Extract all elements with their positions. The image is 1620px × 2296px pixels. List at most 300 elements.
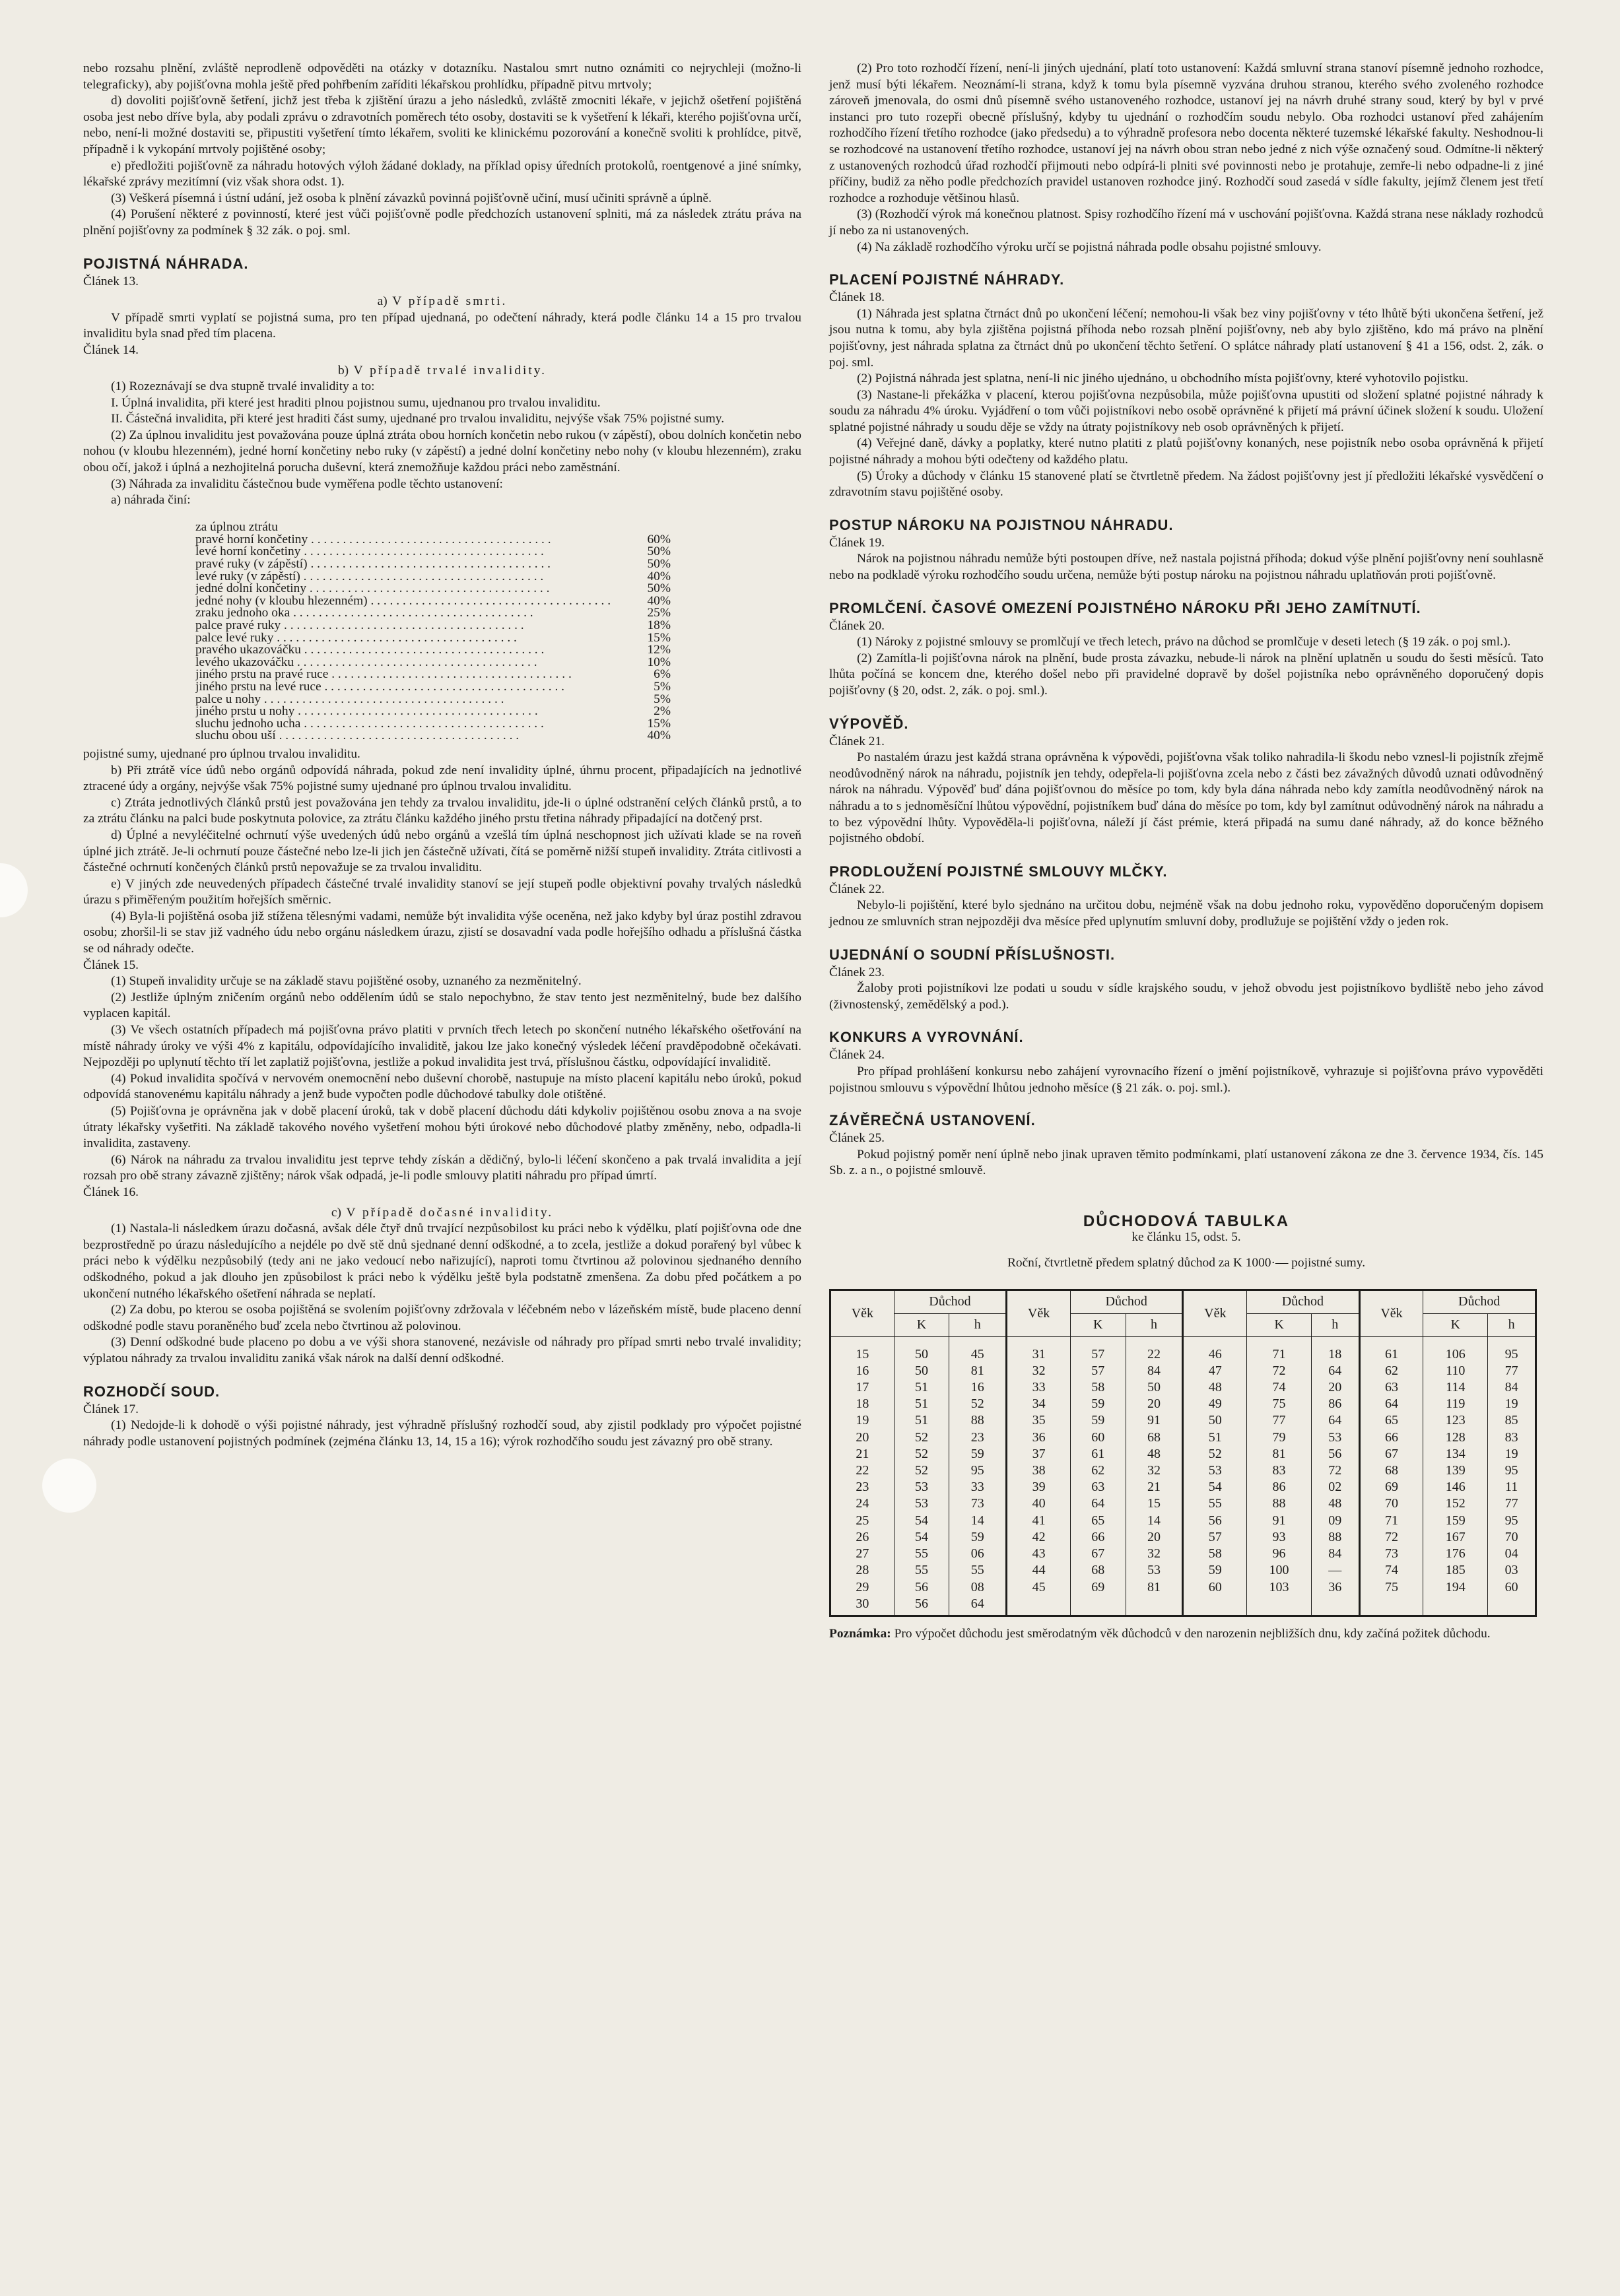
crown-cell: 51 — [894, 1412, 949, 1429]
paragraph: (4) Byla-li pojištěná osoba již stížena tělesnými vadami, nemůže být invalidita výše oceněna, než jako kdyby byl úraz postihl zdravou osobu; zhoršil-li se stav již vadného údu nebo orgánu následkem úrazu, zjistí se dosavadní vada podle hořejšího odhadu a příslušná částka se od náhrady odečte. — [83, 909, 801, 956]
section-heading: VÝPOVĚĎ. — [829, 715, 909, 732]
heller-cell: 91 — [1126, 1412, 1183, 1429]
heller-cell: 09 — [1311, 1513, 1359, 1529]
crown-cell — [1070, 1596, 1126, 1616]
heller-cell: 32 — [1126, 1546, 1183, 1562]
rate-percent: 40% — [647, 569, 671, 583]
heller-cell: 48 — [1126, 1446, 1183, 1462]
age-cell: 45 — [1007, 1579, 1071, 1596]
crown-cell: 79 — [1247, 1429, 1312, 1446]
heller-cell: 84 — [1488, 1379, 1536, 1396]
heller-cell: 52 — [949, 1396, 1007, 1412]
crown-cell: 81 — [1247, 1446, 1312, 1462]
paragraph: (3) Ve všech ostatních případech má pojišťovna právo platiti v prvních třech letech po skončení nutného lékařského ošetřování na místě náhrady úroky ve výši 4% z kapitálu, odpovídajícího invaliditě, jakou lze jako konečný výsledek léčení pravděpodobně očekávati. Nejpozději po uplynutí těchto tří let zaplatiž pojišťovna, jestliže a pokud invalidita jest trvá, příslušnou částku, odpovídající invaliditě. — [83, 1023, 801, 1070]
age-cell: 26 — [830, 1529, 894, 1546]
right-column — [829, 61, 1543, 1643]
rate-row — [195, 571, 671, 583]
annuity-header: Důchod — [894, 1290, 1007, 1313]
table-row — [830, 1495, 1536, 1512]
paragraph: (6) Nárok na náhradu za trvalou invaliditu jest teprve tehdy získán a dědičný, bylo-li léčení skončeno a pak trvalá invalidita a její rozsah pro obě strany závazně zjištěny; nárok však odpadá, je-li podle smlouvy platiti náhradu pro případ úmrtí. — [83, 1152, 801, 1183]
rate-row — [195, 730, 671, 742]
rate-label: levé horní končetiny . . . — [195, 546, 611, 558]
crown-cell: 159 — [1423, 1513, 1488, 1529]
paragraph: d) dovoliti pojišťovně šetření, jichž jest třeba k zjištění úrazu a jeho následků, zvláště zmocniti lékaře, v jejichž ošetření pojištěná osoba jest nebo dříve byla, aby podali zprávu o zdravotních poměrech této osoby, dostaviti se k vyšetření k lékaři, kterého pojišťovna určí, nebo, není-li možné dostaviti se, připustiti vyšetření tímto lékařem, svoliti ke klinickému pozorování a konečně svoliti k prohlídce, pitvě, případně i k vykopání mrtvoly pojištěné osoby; — [83, 94, 801, 156]
paragraph: Pokud pojistný poměr není úplně nebo jinak upraven těmito podmínkami, platí ustanovení zákona ze dne 3. července 1934, čís. 145 Sb. z. a n., o pojistné smlouvě. — [829, 1147, 1543, 1178]
article-number: Článek 25. — [829, 1131, 885, 1146]
paragraph: (1) Stupeň invalidity určuje se na základě stavu pojištěné osoby, uznaného za nezměnitelný. — [111, 974, 582, 989]
heller-cell: 48 — [1311, 1495, 1359, 1512]
section-heading: PLACENÍ POJISTNÉ NÁHRADY. — [829, 271, 1065, 288]
crown-cell: 185 — [1423, 1562, 1488, 1579]
section-heading: PROMLČENÍ. ČASOVÉ OMEZENÍ POJISTNÉHO NÁROKU PŘI JEHO ZAMÍTNUTÍ. — [829, 599, 1421, 616]
heller-cell — [1488, 1596, 1536, 1616]
age-cell: 59 — [1183, 1562, 1247, 1579]
paragraph: (1) Nastala-li následkem úrazu dočasná, avšak déle čtyř dnů trvající nezpůsobilost ku práci nebo k výdělku, platí pojišťovna ode dne bezprostředně po úrazu následujícího a nejdéle po dvě stě dnů sjednané denní odškodné, a to zcela, jestliže a dokud porařený byl vůbec k práci nebo k výdělku nezpůsobilý (tedy ani ne jako vedoucí nebo nařizující), naproti tomu čtvrtinou až polovinou sjednaného denního odškodného, pokud a jak dlouho jen způsobilost k práci nebo k výdělku ještě byla podstatně zmenšena. Za dobu před počátkem a po ukončení nutného lékařského ošetření náhrada se neplatí. — [83, 1222, 801, 1301]
crown-cell: 65 — [1070, 1513, 1126, 1529]
age-cell: 40 — [1007, 1495, 1071, 1512]
heller-cell: 95 — [1488, 1513, 1536, 1529]
heller-cell: 60 — [1488, 1579, 1536, 1596]
paragraph: pojistné sumy, ujednané pro úplnou trvalou invaliditu. — [83, 746, 360, 761]
age-cell: 30 — [830, 1596, 894, 1616]
crown-cell: 54 — [894, 1513, 949, 1529]
rate-percent: 15% — [647, 630, 671, 645]
age-cell: 69 — [1359, 1479, 1423, 1495]
age-cell: 44 — [1007, 1562, 1071, 1579]
heller-cell: 36 — [1311, 1579, 1359, 1596]
age-cell: 66 — [1359, 1429, 1423, 1446]
age-cell: 35 — [1007, 1412, 1071, 1429]
heller-cell: 86 — [1311, 1396, 1359, 1412]
age-cell: 42 — [1007, 1529, 1071, 1546]
age-cell: 71 — [1359, 1513, 1423, 1529]
heller-cell: 53 — [1311, 1429, 1359, 1446]
heller-header: h — [949, 1313, 1007, 1336]
table-row — [830, 1336, 1536, 1363]
section-heading: ROZHODČÍ SOUD. — [83, 1383, 220, 1400]
rate-label: palce levé ruky . . . — [195, 632, 611, 645]
heller-cell: 33 — [949, 1479, 1007, 1495]
annuity-table — [829, 1289, 1537, 1617]
crown-cell: 167 — [1423, 1529, 1488, 1546]
rate-row — [195, 595, 671, 608]
age-cell: 28 — [830, 1562, 894, 1579]
heller-cell: 18 — [1311, 1336, 1359, 1363]
rate-label: pravé horní končetiny . . . — [195, 534, 611, 546]
heller-cell — [1311, 1596, 1359, 1616]
crown-cell: 72 — [1247, 1363, 1312, 1379]
paragraph: Žaloby proti pojistníkovi lze podati u soudu v sídle krajského soudu, v jehož obvodu jest pojistníkovo bydliště nebo jeho závod (živnostenský, zemědělský a pod.). — [829, 981, 1543, 1012]
crown-cell: 56 — [894, 1596, 949, 1616]
crown-cell: 74 — [1247, 1379, 1312, 1396]
crown-cell: 96 — [1247, 1546, 1312, 1562]
paragraph: b) Při ztrátě více údů nebo orgánů odpovídá náhrada, pokud zde není invalidity úplné, úhrnu procent, připadajících na jednotlivé ztracené údy a orgány, nejvýše však 75% pojistné sumy ujednané pro úplnou trvalou invaliditu. — [83, 763, 801, 794]
article-number: Článek 23. — [829, 965, 885, 979]
heller-cell: 72 — [1311, 1462, 1359, 1479]
rate-label: palce pravé ruky . . . — [195, 620, 611, 632]
age-cell: 70 — [1359, 1495, 1423, 1512]
age-cell: 52 — [1183, 1446, 1247, 1462]
paragraph: (1) Nedojde-li k dohodě o výši pojistné náhrady, jest výhradně příslušný rozhodčí soud, aby zjistil podklady pro výpočet pojistné náhrady podle ustanovení pojistných podmínek (zejména článku 13, 14, 15 a 16); výrok rozhodčího soudu jest závazný pro obě strany. — [83, 1418, 801, 1449]
rate-label: sluchu jednoho ucha . . . — [195, 718, 611, 731]
crown-cell: 69 — [1070, 1579, 1126, 1596]
heller-cell: 77 — [1488, 1363, 1536, 1379]
section-heading: ZÁVĚREČNÁ USTANOVENÍ. — [829, 1112, 1036, 1129]
heller-cell: 21 — [1126, 1479, 1183, 1495]
paragraph: (3) Náhrada za invaliditu částečnou bude vyměřena podle těchto ustanovení: — [111, 476, 503, 491]
article-number: Článek 24. — [829, 1048, 885, 1063]
rate-row — [195, 681, 671, 694]
paragraph: (2) Za dobu, po kterou se osoba pojištěná se svolením pojišťovny zdržovala v léčebném nebo v lázeňském místě, bude placeno denní odškodné podle stavu poraněného buď zcela nebo čtvrtinou až polovinou. — [83, 1303, 801, 1333]
paragraph: Po nastalém úrazu jest každá strana oprávněna k výpovědi, pojišťovna však toliko nahradila-li škodu nebo vznesl-li pojistník zřejmě neodůvodněný nárok na náhradu, pojistník jen tehdy, odepřela-li pojišťovna zcela nebo z části bez závažných důvodů uznati odůvodněný nárok na náhradu. Výpověď buď dána pojišťovnou do měsíce po tom, kdy byla dána náhrada nebo kdy zamítla neodůvodněný nárok na náhradu a to s jednoměsíční lhůtou výpovědní, pojistníkem buď dána do měsíce po tom, kdy byl zamítnut odůvodněný nárok na náhradu a to bez výpovědní lhůty. Vypověděla-li pojišťovna, náleží jí část prémie, která připadá na sumu dané náhrady, až do konce běžného pojistného období. — [829, 750, 1543, 846]
table-row — [830, 1446, 1536, 1462]
age-cell: 50 — [1183, 1412, 1247, 1429]
paragraph: (2) Jestliže úplným zničením orgánů nebo oddělením údů se stalo nepochybno, že stav tento jest nezměnitelný, bude bez dalšího vyplacen kapitál. — [83, 990, 801, 1021]
paragraph: Pro případ prohlášení konkursu nebo zahájení vyrovnacího řízení o jmění pojistníkově, vyhrazuje si pojišťovna právo vypověděti pojistnou smlouvu s výpovědní lhůtou jednoho měsíce (§ 21 zák. o. poj. sml.). — [829, 1064, 1543, 1095]
crown-cell: 52 — [894, 1462, 949, 1479]
rate-label: palce u nohy . . . — [195, 694, 611, 706]
age-cell: 33 — [1007, 1379, 1071, 1396]
heller-cell — [1126, 1596, 1183, 1616]
crown-cell: 128 — [1423, 1429, 1488, 1446]
rate-percent: 50% — [647, 581, 671, 596]
paragraph: (3) Denní odškodné bude placeno po dobu a ve výši shora stanovené, nezávisle od náhrady pro případ smrti nebo trvalé invalidity; výplatou náhrady za trvalou invaliditu zaniká však nárok na další denní odškodné. — [83, 1335, 801, 1365]
annuity-table-title: DŮCHODOVÁ TABULKA — [1083, 1212, 1290, 1230]
crown-cell: 86 — [1247, 1479, 1312, 1495]
heller-cell: 23 — [949, 1429, 1007, 1446]
punch-hole — [0, 863, 28, 917]
heller-cell: 32 — [1126, 1462, 1183, 1479]
age-cell: 54 — [1183, 1479, 1247, 1495]
heller-cell: 56 — [1311, 1446, 1359, 1462]
section-heading: POJISTNÁ NÁHRADA. — [83, 255, 249, 272]
rate-percent: 50% — [647, 544, 671, 559]
age-cell: 64 — [1359, 1396, 1423, 1412]
age-cell: 31 — [1007, 1336, 1071, 1363]
heller-header: h — [1126, 1313, 1183, 1336]
rate-percent: 40% — [647, 593, 671, 608]
crown-cell: 52 — [894, 1446, 949, 1462]
heller-cell: 84 — [1126, 1363, 1183, 1379]
subsection-title: b) V případě trvalé invalidity. — [337, 363, 547, 377]
age-cell: 68 — [1359, 1462, 1423, 1479]
age-header: Věk — [830, 1290, 894, 1336]
crown-cell: 53 — [894, 1479, 949, 1495]
crown-cell: 53 — [894, 1495, 949, 1512]
rate-row — [195, 583, 671, 595]
age-cell: 25 — [830, 1513, 894, 1529]
age-cell: 36 — [1007, 1429, 1071, 1446]
age-cell: 57 — [1183, 1529, 1247, 1546]
age-header: Věk — [1007, 1290, 1071, 1336]
table-row — [830, 1429, 1536, 1446]
crown-cell: 91 — [1247, 1513, 1312, 1529]
crown-cell: 139 — [1423, 1462, 1488, 1479]
heller-header: h — [1488, 1313, 1536, 1336]
section-heading: KONKURS A VYROVNÁNÍ. — [829, 1029, 1024, 1046]
article-number: Článek 17. — [83, 1402, 139, 1416]
rate-label: jiného prstu u nohy . . . — [195, 705, 611, 718]
rate-row — [195, 669, 671, 681]
age-cell: 29 — [830, 1579, 894, 1596]
article-number: Článek 21. — [829, 734, 885, 748]
age-cell: 20 — [830, 1429, 894, 1446]
table-row — [830, 1479, 1536, 1495]
paragraph: Nebylo-li pojištění, které bylo sjednáno na určitou dobu, nejméně však na dobu jednoho roku, vypověděno doporučeným dopisem jednou ze smluvních stran nejpozději dva měsíce před uplynutím smluvní doby, prodlužuje se pojištění vždy o jeden rok. — [829, 898, 1543, 929]
heller-cell: 83 — [1488, 1429, 1536, 1446]
age-cell: 53 — [1183, 1462, 1247, 1479]
section-heading: UJEDNÁNÍ O SOUDNÍ PŘÍSLUŠNOSTI. — [829, 946, 1116, 963]
crown-cell: 64 — [1070, 1495, 1126, 1512]
paragraph: Nárok na pojistnou náhradu nemůže býti postoupen dříve, než nastala pojistná příhoda; dokud výše plnění pojišťovny není souhlasně nebo na podkladě výroku rozhodčího soudu určena, nemůže býti postup nároku na pojistnou náhradu uplatňován proti pojišťovně. — [829, 552, 1543, 583]
table-row — [830, 1363, 1536, 1379]
left-column — [83, 61, 801, 1450]
crown-cell: 55 — [894, 1546, 949, 1562]
heller-cell: 64 — [1311, 1363, 1359, 1379]
crown-cell: 67 — [1070, 1546, 1126, 1562]
age-cell: 23 — [830, 1479, 894, 1495]
rate-percent: 18% — [647, 618, 671, 632]
crown-cell: 103 — [1247, 1579, 1312, 1596]
article-number: Článek 22. — [829, 882, 885, 896]
crown-cell: 106 — [1423, 1336, 1488, 1363]
age-cell: 39 — [1007, 1479, 1071, 1495]
subsection-title: a) V případě smrti. — [377, 294, 508, 309]
rate-label: jiného prstu na levé ruce . . . — [195, 681, 611, 694]
table-row — [830, 1546, 1536, 1562]
crown-cell: 152 — [1423, 1495, 1488, 1512]
table-row — [830, 1412, 1536, 1429]
rate-row — [195, 620, 671, 632]
crown-cell: 146 — [1423, 1479, 1488, 1495]
rate-label: zraku jednoho oka . . . — [195, 607, 611, 620]
rates-list — [195, 534, 671, 742]
crown-cell: 54 — [894, 1529, 949, 1546]
heller-cell: 14 — [949, 1513, 1007, 1529]
paragraph: (2) Za úplnou invaliditu jest považována pouze úplná ztráta obou horních končetin nebo rukou (v zápěstí), obou dolních končetin nebo nohou (v kloubu hlezenném), jedné horní končetiny nebo ruky (v zápěstí) a jedné dolní končetiny nebo nohy (v kloubu hlezenném), zraku obou očí, jakož i úplná a nezhojitelná porucha duševní, která znemožňuje každou práci nebo zaměstnání. — [83, 428, 801, 475]
age-cell — [1359, 1596, 1423, 1616]
heller-cell: 81 — [1126, 1579, 1183, 1596]
article-number: Článek 20. — [829, 618, 885, 633]
heller-cell: 02 — [1311, 1479, 1359, 1495]
rate-label: jiného prstu na pravé ruce . . . — [195, 669, 611, 681]
annuity-table-description: Roční, čtvrtletně předem splatný důchod za K 1000·— pojistné sumy. — [1007, 1256, 1366, 1270]
heller-cell: 06 — [949, 1546, 1007, 1562]
rate-percent: 15% — [647, 716, 671, 731]
age-cell: 17 — [830, 1379, 894, 1396]
paragraph: V případě smrti vyplatí se pojistná suma, pro ten případ ujednaná, po odečtení náhrady, která podle článku 14 a 15 pro trvalou invaliditu byla snad před tím placena. — [83, 310, 801, 341]
paragraph: (4) Porušení některé z povinností, které jest vůči pojišťovně podle předchozích ustanovení splniti, má za následek ztrátu práva na plnění pojišťovny za podmínek § 32 zák. o poj. sml. — [83, 207, 801, 238]
age-cell: 48 — [1183, 1379, 1247, 1396]
age-cell: 65 — [1359, 1412, 1423, 1429]
age-cell — [1183, 1596, 1247, 1616]
heller-cell: — — [1311, 1562, 1359, 1579]
rate-percent: 12% — [647, 643, 671, 657]
heller-cell: 16 — [949, 1379, 1007, 1396]
age-cell: 72 — [1359, 1529, 1423, 1546]
paragraph: e) předložiti pojišťovně za náhradu hotových výloh žádané doklady, na příklad opisy úředních protokolů, roentgenové a jiné snímky, lékařské zprávy mezitímní (viz však shora odst. 1). — [83, 158, 801, 189]
age-cell: 49 — [1183, 1396, 1247, 1412]
age-cell: 18 — [830, 1396, 894, 1412]
heller-cell: 88 — [949, 1412, 1007, 1429]
crown-cell: 51 — [894, 1379, 949, 1396]
age-cell: 24 — [830, 1495, 894, 1512]
age-cell: 19 — [830, 1412, 894, 1429]
heller-cell: 20 — [1126, 1396, 1183, 1412]
rate-percent: 10% — [647, 655, 671, 669]
crown-cell: 52 — [894, 1429, 949, 1446]
age-cell: 34 — [1007, 1396, 1071, 1412]
age-cell: 15 — [830, 1336, 894, 1363]
rate-row — [195, 644, 671, 657]
heller-cell: 59 — [949, 1446, 1007, 1462]
crown-cell: 61 — [1070, 1446, 1126, 1462]
rate-label: levé ruky (v zápěstí) . . . — [195, 571, 611, 583]
crown-cell: 57 — [1070, 1363, 1126, 1379]
age-cell: 67 — [1359, 1446, 1423, 1462]
heller-cell: 84 — [1311, 1546, 1359, 1562]
article-number: Článek 13. — [83, 274, 139, 288]
article-number: Článek 15. — [83, 958, 139, 972]
crown-cell: 93 — [1247, 1529, 1312, 1546]
age-cell: 75 — [1359, 1579, 1423, 1596]
heller-cell: 50 — [1126, 1379, 1183, 1396]
crown-cell: 176 — [1423, 1546, 1488, 1562]
annuity-header: Důchod — [1070, 1290, 1183, 1313]
heller-cell: 70 — [1488, 1529, 1536, 1546]
rate-label: jedné nohy (v kloubu hlezenném) . . . — [195, 595, 611, 608]
paragraph: (2) Zamítla-li pojišťovna nárok na plnění, bude prosta závazku, nebude-li nárok na plnění uplatněn u soudu do šesti měsíců. Tato lhůta počíná se koncem dne, kterého došel nebo při pravidelné dopravě by došel pojistníka nebo oprávněného doporučený dopis pojišťovny (§ 20, odst. 2, zák. o poj. sml.). — [829, 651, 1543, 698]
crown-cell: 51 — [894, 1396, 949, 1412]
age-cell: 56 — [1183, 1513, 1247, 1529]
compensation-rates-table — [195, 521, 671, 742]
heller-cell: 77 — [1488, 1495, 1536, 1512]
crown-cell: 59 — [1070, 1396, 1126, 1412]
paragraph: (4) Pokud invalidita spočívá v nervovém onemocnění nebo duševní chorobě, nastupuje na místo placení kapitálu nebo úroků, pokud odpovídá stanovenému kapitálu náhrady a jenž bude vypočten podle důchodové tabulky dole otištěné. — [83, 1071, 801, 1102]
age-cell: 47 — [1183, 1363, 1247, 1379]
heller-cell: 03 — [1488, 1562, 1536, 1579]
section-heading: PRODLOUŽENÍ POJISTNÉ SMLOUVY MLČKY. — [829, 863, 1168, 880]
crown-cell: 59 — [1070, 1412, 1126, 1429]
age-cell — [1007, 1596, 1071, 1616]
heller-cell: 88 — [1311, 1529, 1359, 1546]
heller-cell: 14 — [1126, 1513, 1183, 1529]
age-cell: 51 — [1183, 1429, 1247, 1446]
paragraph: (3) (Rozhodčí výrok má konečnou platnost. Spisy rozhodčího řízení má v uschování pojišťovna. Každá strana nese náklady rozhodců jí nebo za ni ustanovených. — [829, 207, 1543, 238]
paragraph: (2) Pro toto rozhodčí řízení, není-li jiných ujednání, platí toto ustanovení: Každá smluvní strana stanoví písemně jednoho rozhodce, jenž musí býti lékařem. Neoznámí-li strana, když k tomu byla písemně vyzvána druhou stranou, kterého svého zvoleného rozhodce zároveň jmenovala, do osmi dnů písemně svého ustanoveného rozhodce, ustanoví jej na návrh druhé strany soud, který by byl v prvé instanci pro tuto rozepři obecně příslušný, kdyby tu ujednání o rozhodčím soudu nebylo. Oba rozhodci ustanoví před zahájením rozhodčího řízení třetího rozhodce (jako předsedu) a to výhradně profesora nebo docenta některé tuzemské lékařské fakulty. Neshodnou-li se rozhodcové na ustanovení třetího rozhodce, ustanoví jej na návrh obou stran nebo jedné z nich výše označený soud. Odmítne-li některý z ustanovených rozhodců úřad rozhodčí přijmouti nebo odpírá-li plniti své povinnosti nebo je protahuje, zemře-li nebo odpadne-li z jiné příčiny, budiž za něho podle předchozích pravidel ustanoven rozhodce jiný. Rozhodčí soud zasedá v sídle fakulty, jejímž členem jest třetí rozhodce a rozhoduje většinou hlasů. — [829, 61, 1543, 205]
crown-cell: 57 — [1070, 1336, 1126, 1363]
rate-row — [195, 718, 671, 731]
crown-cell: 114 — [1423, 1379, 1488, 1396]
heller-cell: 95 — [949, 1462, 1007, 1479]
rate-row — [195, 632, 671, 645]
heller-cell: 81 — [949, 1363, 1007, 1379]
table-row — [830, 1379, 1536, 1396]
annuity-table-subtitle: ke článku 15, odst. 5. — [1131, 1230, 1241, 1245]
table-note: Poznámka: Pro výpočet důchodu jest směrodatným věk důchodců v den narozenin nejbližších dnu, kdy začíná požitek důchodu. — [829, 1626, 1491, 1641]
crown-cell: 55 — [894, 1562, 949, 1579]
heller-cell: 20 — [1126, 1529, 1183, 1546]
age-cell: 61 — [1359, 1336, 1423, 1363]
rate-row — [195, 546, 671, 558]
article-number: Článek 16. — [83, 1185, 139, 1199]
crown-header: K — [1423, 1313, 1488, 1336]
annuity-header: Důchod — [1423, 1290, 1536, 1313]
heller-cell: 53 — [1126, 1562, 1183, 1579]
age-cell: 32 — [1007, 1363, 1071, 1379]
age-header: Věk — [1183, 1290, 1247, 1336]
crown-cell: 88 — [1247, 1495, 1312, 1512]
paragraph: nebo rozsahu plnění, zvláště neprodleně odpověděti na otázky v dotazníku. Nastalou smrt nutno oznámiti co nejrychleji (možno-li telegraficky), aby pojišťovna mohla ještě před pohřbením zaříditi lékařskou prohlídku, případně pitvu mrtvoly; — [83, 61, 801, 92]
paragraph: (5) Úroky a důchody v článku 15 stanovené platí se čtvrtletně předem. Na žádost pojišťovny jest jí předložiti lékařské vysvědčení o zdravotním stavu pojištěné osoby. — [829, 469, 1543, 500]
age-cell: 43 — [1007, 1546, 1071, 1562]
paragraph: d) Úplné a nevyléčitelné ochrnutí výše uvedených údů nebo orgánů a vzešlá tím úplná neschopnost jich užívati klade se na roveň úplné jich ztrátě. Je-li ochrnutí pouze částečné nebo lze-li jich jen částečně užívati, čítá se poměrně nižší stupeň invalidity. Ztráta citlivosti a částečné ochrnutí končených článků prstů nepovažuje se za trvalou invaliditu. — [83, 828, 801, 875]
crown-cell: 66 — [1070, 1529, 1126, 1546]
rate-percent: 50% — [647, 557, 671, 572]
rate-percent: 5% — [654, 679, 671, 694]
heller-cell: 19 — [1488, 1396, 1536, 1412]
rate-label: sluchu obou uší . . . — [195, 730, 611, 742]
crown-cell: 50 — [894, 1363, 949, 1379]
heller-cell: 19 — [1488, 1446, 1536, 1462]
crown-cell: 60 — [1070, 1429, 1126, 1446]
paragraph: e) V jiných zde neuvedených případech částečné trvalé invalidity stanoví se její stupeň podle objektivní povahy trvalých následků úrazu s přiměřeným použitím hořejších směrnic. — [83, 876, 801, 907]
heller-cell: 15 — [1126, 1495, 1183, 1512]
rate-percent: 2% — [654, 704, 671, 719]
crown-cell: 110 — [1423, 1363, 1488, 1379]
punch-hole — [42, 1459, 96, 1513]
article-number: Článek 14. — [83, 343, 139, 357]
crown-cell: 134 — [1423, 1446, 1488, 1462]
heller-header: h — [1311, 1313, 1359, 1336]
paragraph: (1) Nároky z pojistné smlouvy se promlčují ve třech letech, právo na důchod se promlčuje v deseti letech (§ 19 zák. o poj sml.). — [857, 635, 1511, 649]
subsection-title: c) V případě dočasné invalidity. — [331, 1205, 554, 1220]
rates-table-heading: za úplnou ztrátu — [195, 519, 278, 534]
age-cell: 55 — [1183, 1495, 1247, 1512]
age-cell: 73 — [1359, 1546, 1423, 1562]
paragraph: (1) Náhrada jest splatna čtrnáct dnů po ukončení léčení; nemohou-li však bez viny pojišťovny v této lhůtě býti ukončena šetření, jež jsou nutna k tomu, aby byla zjištěna pojistná příhoda nebo rozsah plnění pojišťovny, neb aby bylo zjištěno, kdo má právo na plnění pojišťovny, jest náhrada splatna za čtrnáct dnů po ukončení těchto šetření. O splátce náhrady platí ustanovení § 41 a 156, odst. 2, zák. o poj. sml. — [829, 306, 1543, 370]
age-cell: 62 — [1359, 1363, 1423, 1379]
heller-cell: 45 — [949, 1336, 1007, 1363]
table-row — [830, 1562, 1536, 1579]
age-cell: 37 — [1007, 1446, 1071, 1462]
table-row — [830, 1529, 1536, 1546]
age-cell: 16 — [830, 1363, 894, 1379]
crown-cell: 123 — [1423, 1412, 1488, 1429]
heller-cell: 64 — [949, 1596, 1007, 1616]
paragraph: (4) Veřejné daně, dávky a poplatky, které nutno platiti z platů pojišťovny konaných, nese pojistník nebo osoba oprávněná k přijetí pojistné náhrady a mohou býti odečteny od každého platu. — [829, 436, 1543, 467]
age-cell: 41 — [1007, 1513, 1071, 1529]
paragraph: (3) Veškerá písemná i ústní udání, jež osoba k plnění závazků povinná pojišťovně učiní, musí učiniti správně a úplně. — [111, 191, 712, 205]
rate-row — [195, 607, 671, 620]
age-cell: 74 — [1359, 1562, 1423, 1579]
heller-cell: 22 — [1126, 1336, 1183, 1363]
paragraph: (4) Na základě rozhodčího výroku určí se pojistná náhrada podle obsahu pojistné smlouvy. — [857, 240, 1322, 254]
section-heading: POSTUP NÁROKU NA POJISTNOU NÁHRADU. — [829, 516, 1174, 533]
paragraph: (1) Rozeznávají se dva stupně trvalé invalidity a to: — [111, 379, 375, 394]
crown-cell: 63 — [1070, 1479, 1126, 1495]
rate-row — [195, 657, 671, 669]
crown-cell: 77 — [1247, 1412, 1312, 1429]
annuity-header: Důchod — [1247, 1290, 1360, 1313]
rate-row — [195, 694, 671, 706]
article-number: Článek 19. — [829, 535, 885, 550]
crown-cell: 62 — [1070, 1462, 1126, 1479]
rate-percent: 60% — [647, 532, 671, 546]
heller-cell: 85 — [1488, 1412, 1536, 1429]
table-row — [830, 1396, 1536, 1412]
heller-cell: 20 — [1311, 1379, 1359, 1396]
